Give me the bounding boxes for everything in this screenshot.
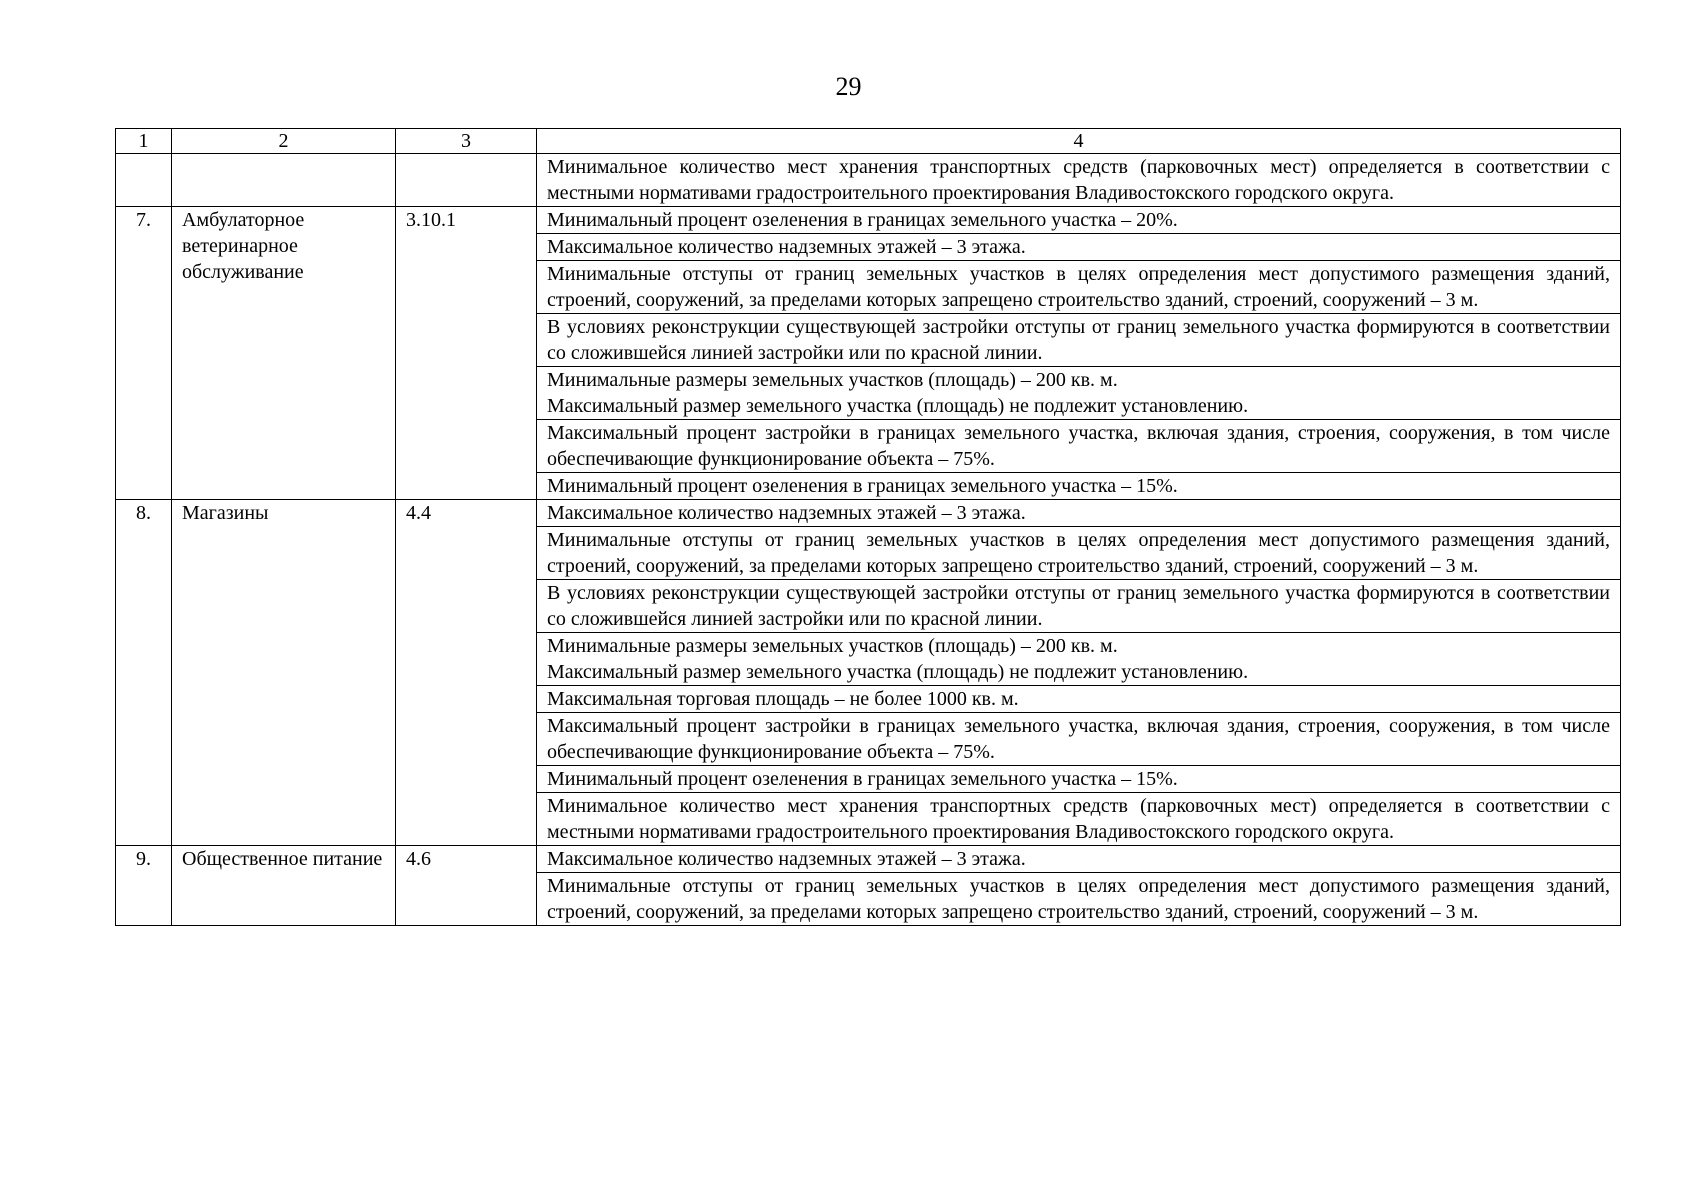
requirement-cell: В условиях реконструкции существующей застройки отступы от границ земельного участка формируются в соответствии со сложившейся линией застройки или по красной линии.: [537, 314, 1621, 367]
requirement-cell: Минимальные отступы от границ земельных участков в целях определения мест допустимого размещения зданий, строений, сооружений, за пределами которых запрещено строительство зданий, строений, сооружений – 3 м.: [537, 261, 1621, 314]
header-cell-3: 3: [396, 129, 537, 154]
land-use-code: 4.4: [396, 500, 537, 846]
requirement-cell: Максимальный процент застройки в границах земельного участка, включая здания, строения, сооружения, в том числе обеспечивающие функционирование объекта – 75%.: [537, 713, 1621, 766]
row-number: 7.: [116, 207, 172, 500]
requirement-cell: Минимальные размеры земельных участков (площадь) – 200 кв. м. Максимальный размер земельного участка (площадь) не подлежит установлению.: [537, 633, 1621, 686]
regulations-table-body: [116, 129, 1621, 926]
land-use-name: Амбулаторное ветеринарное обслуживание: [172, 207, 396, 500]
requirement-cell: Максимальное количество надземных этажей – 3 этажа.: [537, 846, 1621, 873]
table-header-row: [116, 129, 1621, 154]
header-cell-4: 4: [537, 129, 1621, 154]
requirement-cell: Максимальная торговая площадь – не более 1000 кв. м.: [537, 686, 1621, 713]
requirement-cell: Максимальное количество надземных этажей – 3 этажа.: [537, 500, 1621, 527]
requirement-cell: Минимальный процент озеленения в границах земельного участка – 20%.: [537, 207, 1621, 234]
regulations-table: [115, 128, 1621, 926]
header-cell-2: 2: [172, 129, 396, 154]
requirement-cell: Минимальный процент озеленения в границах земельного участка – 15%.: [537, 473, 1621, 500]
table-row: [116, 500, 1621, 527]
table-row: [116, 846, 1621, 873]
header-cell-1: 1: [116, 129, 172, 154]
requirement-cell: Минимальное количество мест хранения транспортных средств (парковочных мест) определяется в соответствии с местными нормативами градостроительного проектирования Владивостокского городского округа.: [537, 154, 1621, 207]
requirement-cell: Минимальный процент озеленения в границах земельного участка – 15%.: [537, 766, 1621, 793]
row-number: 8.: [116, 500, 172, 846]
continuation-num-cell: [116, 154, 172, 207]
continuation-name-cell: [172, 154, 396, 207]
land-use-name: Общественное питание: [172, 846, 396, 926]
requirement-cell: Максимальное количество надземных этажей – 3 этажа.: [537, 234, 1621, 261]
land-use-code: 3.10.1: [396, 207, 537, 500]
land-use-name: Магазины: [172, 500, 396, 846]
requirement-cell: Максимальный процент застройки в границах земельного участка, включая здания, строения, сооружения, в том числе обеспечивающие функционирование объекта – 75%.: [537, 420, 1621, 473]
continuation-row: [116, 154, 1621, 207]
table-row: [116, 207, 1621, 234]
requirement-cell: Минимальные отступы от границ земельных участков в целях определения мест допустимого размещения зданий, строений, сооружений, за пределами которых запрещено строительство зданий, строений, сооружений – 3 м.: [537, 527, 1621, 580]
requirement-cell: Минимальные размеры земельных участков (площадь) – 200 кв. м. Максимальный размер земельного участка (площадь) не подлежит установлению.: [537, 367, 1621, 420]
land-use-code: 4.6: [396, 846, 537, 926]
requirement-cell: В условиях реконструкции существующей застройки отступы от границ земельного участка формируются в соответствии со сложившейся линией застройки или по красной линии.: [537, 580, 1621, 633]
requirement-cell: Минимальное количество мест хранения транспортных средств (парковочных мест) определяется в соответствии с местными нормативами градостроительного проектирования Владивостокского городского округа.: [537, 793, 1621, 846]
row-number: 9.: [116, 846, 172, 926]
page-number: 29: [835, 72, 862, 101]
continuation-code-cell: [396, 154, 537, 207]
requirement-cell: Минимальные отступы от границ земельных участков в целях определения мест допустимого размещения зданий, строений, сооружений, за пределами которых запрещено строительство зданий, строений, сооружений – 3 м.: [537, 873, 1621, 926]
